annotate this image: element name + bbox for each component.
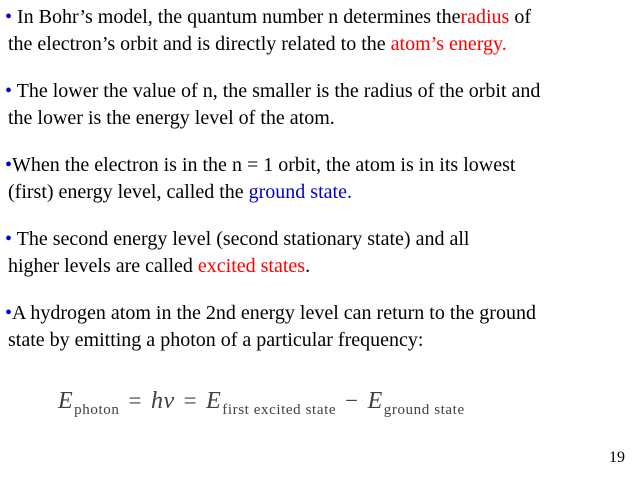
text-segment: (first) energy level, called the [8,181,249,203]
text-segment: The second energy level (second stationary state) and all [12,228,470,250]
text-segment-highlight-atoms-energy: atom’s energy. [390,33,507,55]
text-segment: of [509,6,532,28]
eq-E-symbol: E [367,388,383,414]
bullet-icon: • [5,80,13,102]
eq-h-nu: hν [150,388,175,414]
bullet-line [5,105,640,132]
text-segment-highlight-radius: radius [460,6,510,28]
text-segment: state by emitting a photon of a particular frequency: [8,329,424,351]
bullet-item-hydrogen-photon [5,300,640,354]
eq-subscript-first-excited-state: first excited state [222,402,337,418]
eq-equals-sign: = [128,388,142,413]
eq-E-symbol: E [206,388,222,414]
eq-minus-sign: − [345,388,359,413]
text-segment: the electron’s orbit and is directly related to the [8,33,391,55]
bullet-item-ground-state [5,152,640,206]
text-segment-highlight-ground-state: ground state. [248,181,352,203]
text-segment: In Bohr’s model, the quantum number n determines the [12,6,461,28]
bullet-item-excited-states [5,226,640,280]
bullet-line [5,226,640,253]
bullet-icon: • [5,6,13,28]
bullet-line [5,327,640,354]
text-segment: A hydrogen atom in the 2nd energy level can return to the ground [12,302,536,324]
bullet-icon: • [5,154,13,176]
bullet-icon: • [5,228,13,250]
bullet-line [5,4,640,31]
bullet-line [5,78,640,105]
bullet-icon: • [5,302,13,324]
bullet-line [5,152,640,179]
page-number: 19 [609,449,625,466]
eq-subscript-photon: photon [74,402,120,418]
eq-equals-sign: = [183,388,198,413]
bullet-line [5,179,640,206]
text-segment: higher levels are called [8,255,198,277]
eq-subscript-ground-state: ground state [383,402,465,418]
text-segment: The lower the value of n, the smaller is the radius of the orbit and [12,80,541,102]
text-segment: When the electron is in the n = 1 orbit, the atom is in its lowest [12,154,516,176]
bullet-line [5,300,640,327]
photon-energy-equation [58,388,640,419]
text-segment: the lower is the energy level of the atom. [8,107,335,129]
bullet-item-lower-n [5,78,640,132]
text-segment: . [305,255,311,277]
text-segment-highlight-excited-states: excited states [197,255,306,277]
eq-E-symbol: E [58,388,74,414]
bullet-line [5,253,640,280]
bullet-item-bohr-model [5,4,640,58]
bullet-line [5,31,640,58]
